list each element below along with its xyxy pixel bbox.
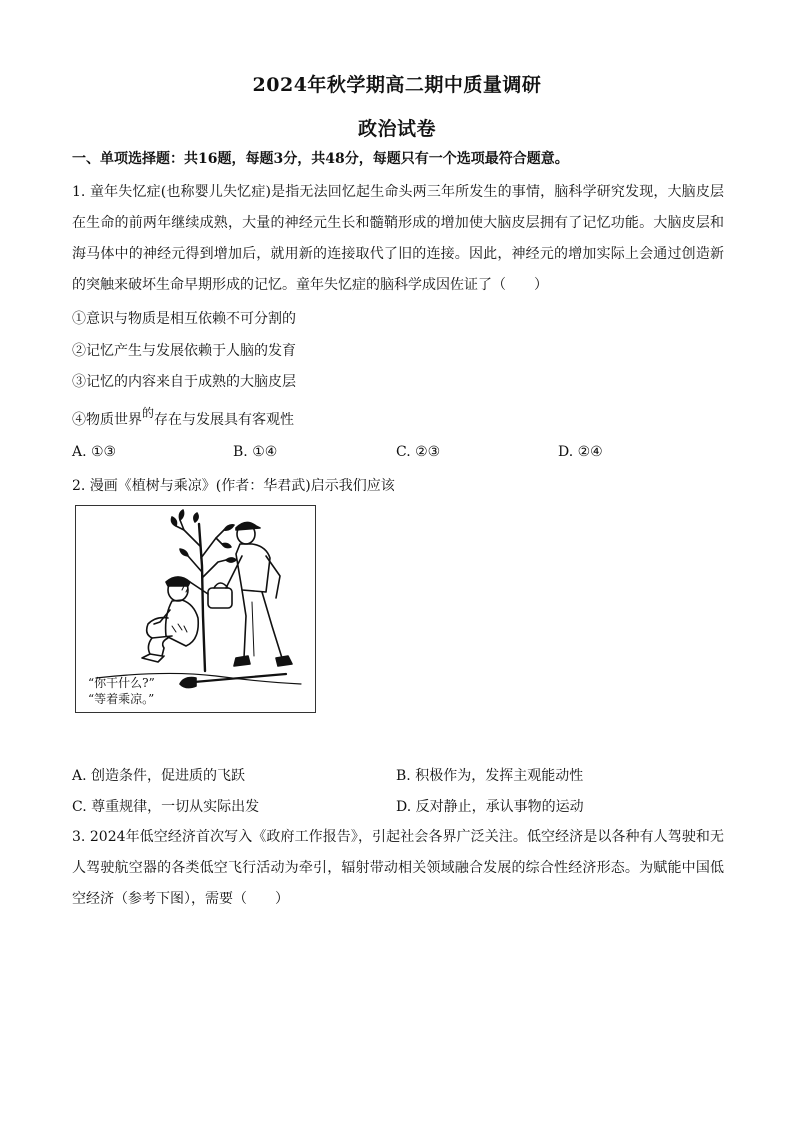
section-heading: 一、单项选择题：共16题，每题3分，共48分，每题只有一个选项最符合题意。 — [72, 151, 569, 167]
q1-option-c: C. ②③ — [396, 444, 441, 460]
q2-option-b: B. 积极作为，发挥主观能动性 — [396, 768, 584, 784]
q1-statement-4-part-a: ④物质世界 — [72, 412, 142, 428]
q1-statement-2: ②记忆产生与发展依赖于人脑的发育 — [72, 343, 296, 359]
exam-title: 2024年秋学期高二期中质量调研 — [252, 74, 542, 96]
cartoon-caption-answer: “等着乘凉。” — [88, 692, 155, 706]
q1-statement-4-part-b: 存在与发展具有客观性 — [154, 412, 295, 428]
exam-subject: 政治试卷 — [357, 118, 436, 140]
q1-statement-3: ③记忆的内容来自于成熟的大脑皮层 — [72, 374, 296, 390]
q1-statement-4-stray-char: 的 — [142, 406, 155, 420]
q1-option-a: A. ①③ — [72, 444, 117, 460]
question-2-stem: 2. 漫画《植树与乘凉》(作者：华君武)启示我们应该 — [72, 478, 395, 494]
q1-option-d: D. ②④ — [558, 444, 603, 460]
q1-statement-1: ①意识与物质是相互依赖不可分割的 — [72, 311, 296, 327]
cartoon-planting-and-shade — [75, 505, 316, 713]
q2-option-c: C. 尊重规律，一切从实际出发 — [72, 799, 260, 815]
cartoon-caption-question: “你干什么?” — [88, 676, 155, 690]
q2-option-d: D. 反对静止，承认事物的运动 — [396, 799, 584, 815]
q1-option-b: B. ①④ — [233, 444, 278, 460]
q2-option-a: A. 创造条件，促进质的飞跃 — [72, 768, 246, 784]
question-3-stem: 3. 2024年低空经济首次写入《政府工作报告》，引起社会各界广泛关注。低空经济是以各种有人驾驶和无人驾驶航空器的各类低空飞行活动为牵引，辐射带动相关领域融合发展的综合性经济形态。为赋能中国低空经济（参考下图），需要（ ） — [72, 829, 724, 907]
question-1-stem: 1. 童年失忆症(也称婴儿失忆症)是指无法回忆起生命头两三年所发生的事情，脑科学研究发现，大脑皮层在生命的前两年继续成熟，大量的神经元生长和髓鞘形成的增加使大脑皮层拥有了记忆功能。大脑皮层和海马体中的神经元得到增加后，就用新的连接取代了旧的连接。因此，神经元的增加实际上会通过创造新的突触来破坏生命早期形成的记忆。童年失忆症的脑科学成因佐证了（ ） — [72, 184, 724, 293]
q1-statement-4 — [72, 406, 295, 429]
